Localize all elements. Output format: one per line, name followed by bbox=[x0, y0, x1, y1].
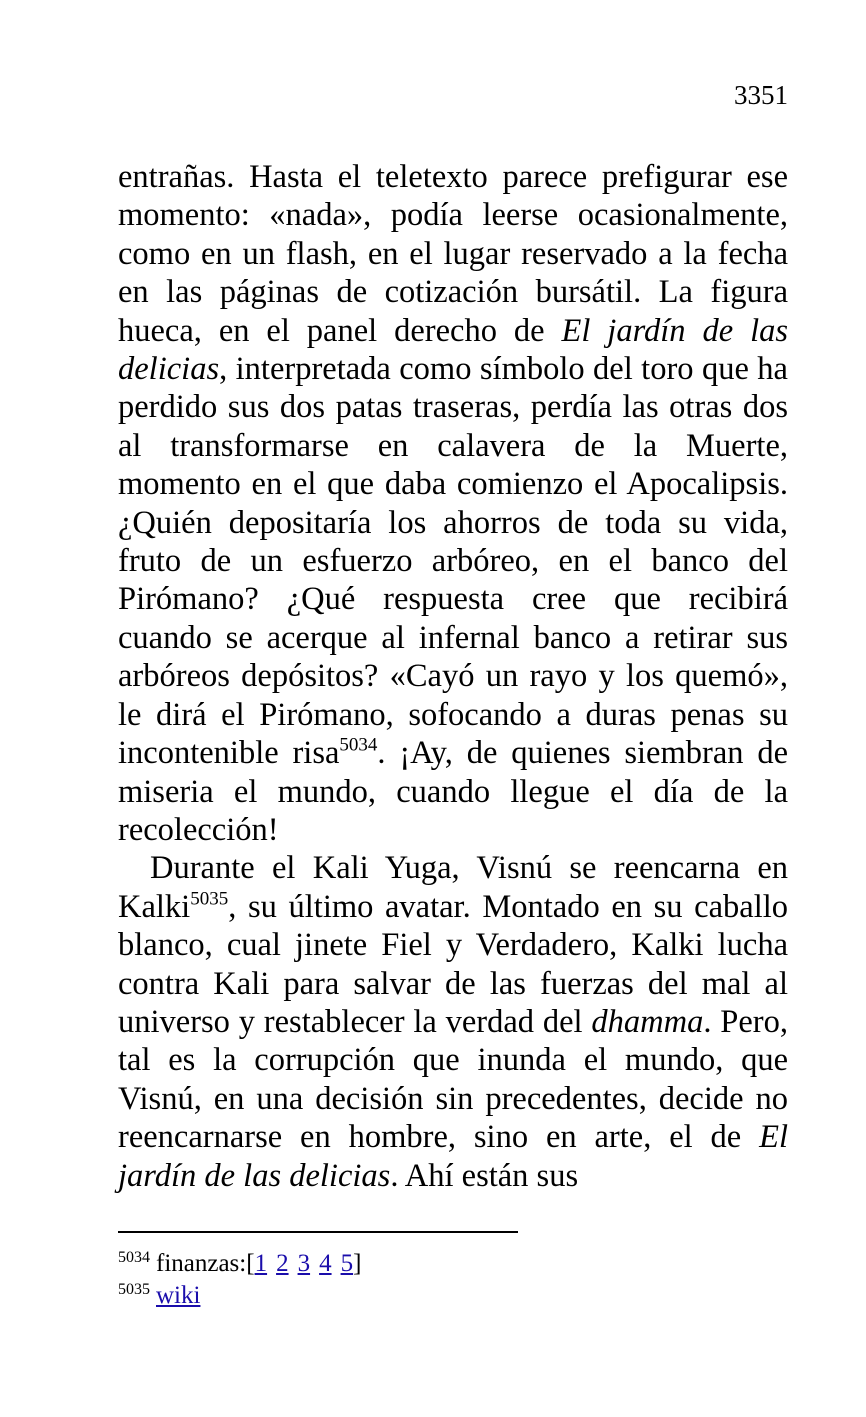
paragraph bbox=[118, 849, 788, 1195]
footnote-number: 5034 bbox=[118, 1249, 150, 1267]
footnote-divider bbox=[118, 1231, 518, 1233]
text-run: . Ahí están sus bbox=[390, 1157, 579, 1194]
footnote-label: finanzas: bbox=[156, 1250, 247, 1277]
text-run: entrañas. Hasta el teletexto parece prefigurar ese momento: «nada», podía leerse ocasionalmente, como en un flash, en el lugar reservado a la fecha en las páginas de cotización bursátil. La figura hueca, en el panel derecho de bbox=[118, 159, 788, 349]
footnote-link-4[interactable]: 4 bbox=[319, 1250, 332, 1277]
text-run: . Pero, tal es la corrupción que inunda el mundo, que Visnú, en una decisión sin precedentes, decide no reencarnarse en hombre, sino en arte, el de bbox=[118, 1003, 788, 1156]
footnote-link-2[interactable]: 2 bbox=[276, 1250, 289, 1277]
page-number: 3351 bbox=[734, 80, 788, 110]
italic-title: El jardín de las delicias bbox=[118, 1119, 788, 1194]
bracket-close: ] bbox=[353, 1250, 362, 1277]
footnote-ref[interactable]: 5034 bbox=[339, 734, 378, 756]
footnote-link-3[interactable]: 3 bbox=[297, 1250, 311, 1277]
text-run: , interpretada como símbolo del toro que ha perdido sus dos patas traseras, perdía las otras dos al transformarse en calavera de la Muerte, momento en el que daba comienzo el Apocalipsis. ¿Quién depositaría los ahorros de toda su vida, fruto de un esfuerzo arbóreo, en el banco del Pirómano? ¿Qué respuesta cree que recibirá cuando se acerque al infernal banco a retirar sus arbóreos depósitos? «Cayó un rayo y los quemó», le dirá el Pirómano, sofocando a duras penas su incontenible risa bbox=[118, 351, 788, 772]
footnotes bbox=[118, 1248, 788, 1312]
footnote-link-1[interactable]: 1 bbox=[254, 1250, 268, 1277]
bracket-open: [ bbox=[246, 1250, 255, 1277]
footnote-5035 bbox=[118, 1280, 788, 1312]
text-run: . ¡Ay, de quienes siembran de miseria el mundo, cuando llegue el día de la recolección! bbox=[118, 735, 788, 848]
italic-title: El jardín de las delicias bbox=[118, 312, 788, 388]
footnote-ref[interactable]: 5035 bbox=[190, 888, 229, 910]
text-run: , su último avatar. Montado en su caballo blanco, cual jinete Fiel y Verdadero, Kalki lucha contra Kali para salvar de las fuerzas del mal al universo y restablecer la verdad del bbox=[118, 888, 788, 1040]
italic-term: dhamma bbox=[591, 1003, 704, 1040]
footnote-5034 bbox=[118, 1248, 788, 1280]
paragraph bbox=[118, 158, 788, 849]
footnote-link-wiki[interactable]: wiki bbox=[156, 1282, 201, 1309]
body-text bbox=[118, 158, 788, 1195]
footnote-number: 5035 bbox=[118, 1281, 150, 1299]
text-run: Durante el Kali Yuga, Visnú se reencarna en Kalki bbox=[118, 850, 788, 925]
footnote-link-5[interactable]: 5 bbox=[340, 1250, 354, 1277]
